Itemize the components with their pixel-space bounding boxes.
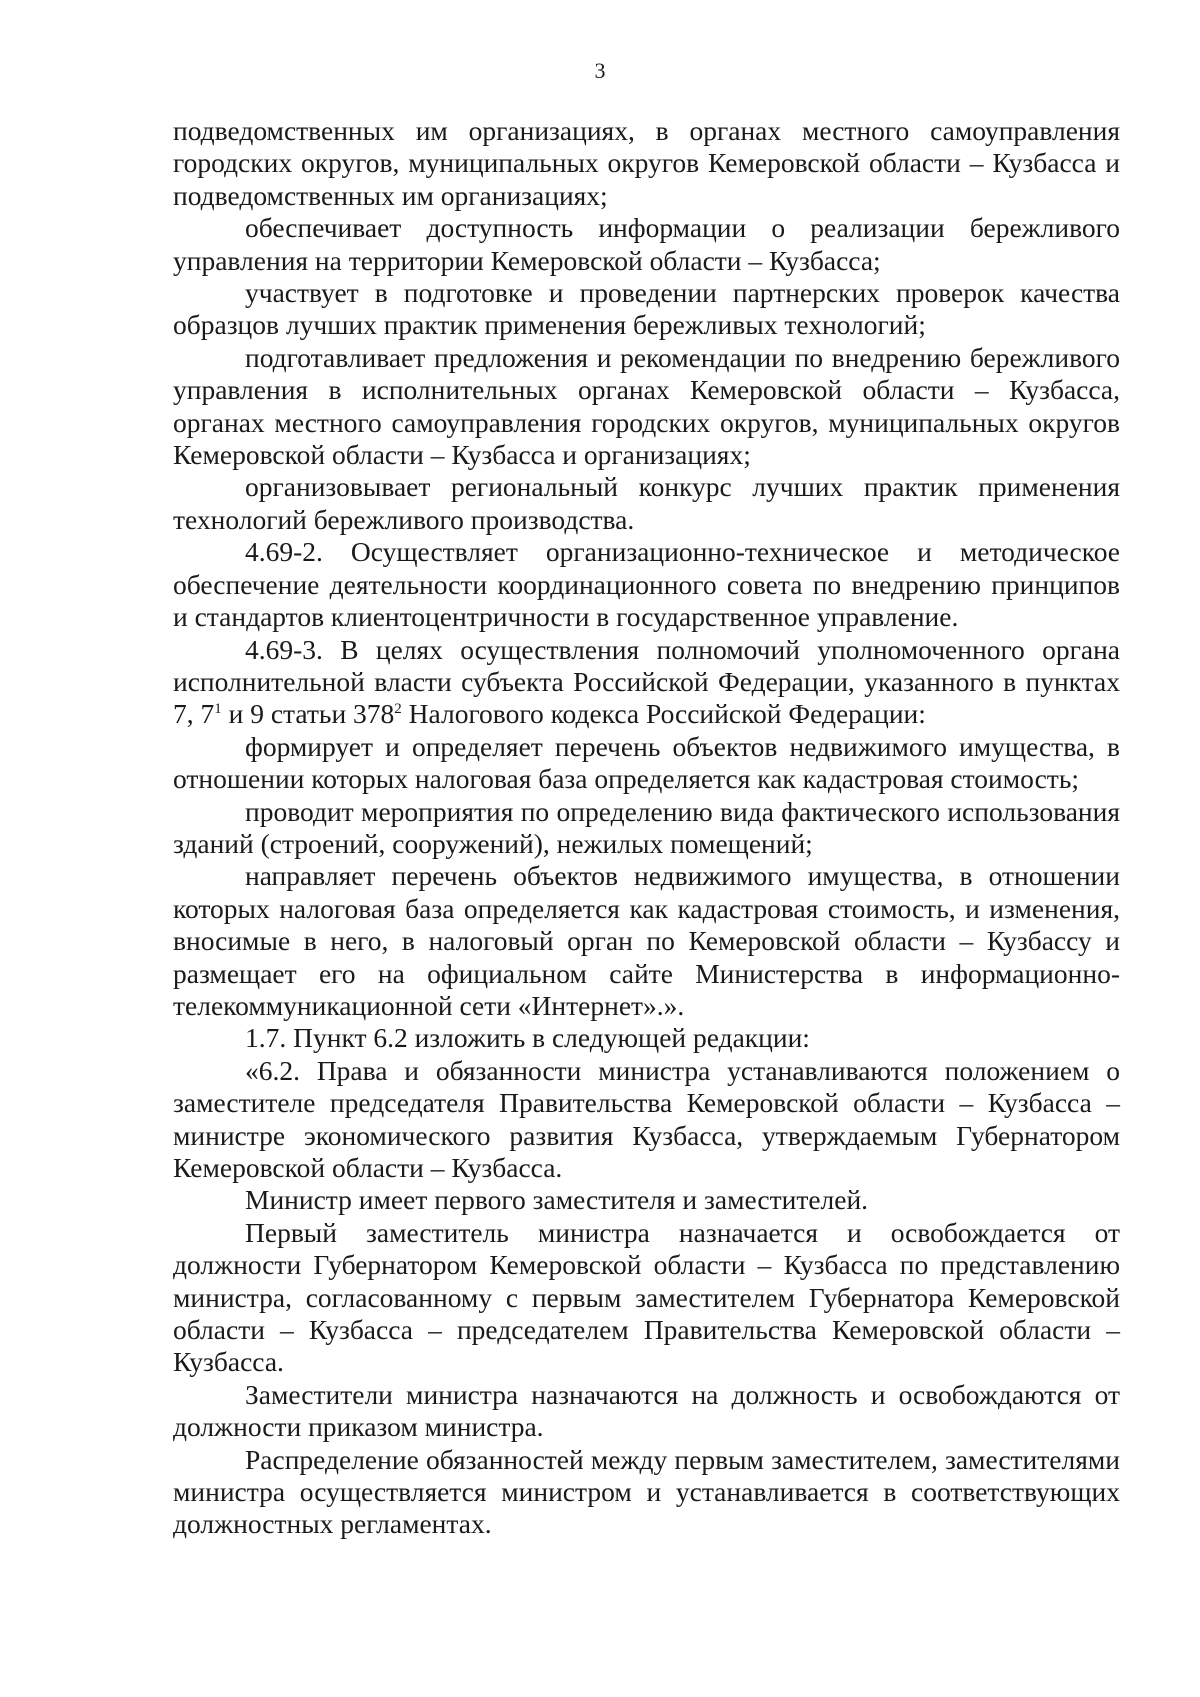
paragraph-7-part-2: и 9 статьи 378 [221,698,395,730]
paragraph-12: «6.2. Права и обязанности министра устанавливаются положением о заместителе председателя Правительства Кемеровской области – Кузбасса – министре экономического развития Кузбасса, утверждаемым Губернатором Кемеровской области – Кузбасса. [173,1054,1120,1183]
paragraph-1: подведомственных им организациях, в органах местного самоуправления городских округов, муниципальных округов Кемеровской области – Кузбасса и подведомственных им организациях; [173,115,1120,211]
document-body [173,115,1120,1541]
paragraph-14: Первый заместитель министра назначается и освобождается от должности Губернатором Кемеровской области – Кузбасса по представлению министра, согласованному с первым заместителем Губернатора Кемеровской области – Кузбасса – председателем Правительства Кемеровской области – Кузбасса. [173,1216,1120,1378]
paragraph-9: проводит мероприятия по определению вида фактического использования зданий (строений, сооружений), нежилых помещений; [173,795,1120,859]
paragraph-15: Заместители министра назначаются на должность и освобождаются от должности приказом министра. [173,1378,1120,1443]
superscript-2: 2 [394,701,402,718]
paragraph-10: направляет перечень объектов недвижимого имущества, в отношении которых налоговая база определяется как кадастровая стоимость, и изменения, вносимые в него, в налоговый орган по Кемеровской области – Кузбассу и размещает его на официальном сайте Министерства в информационно-телекоммуникационной сети «Интернет».». [173,860,1120,1021]
paragraph-7-part-1: 4.69-3. В целях осуществления полномочий уполномоченного органа исполнительной власти субъекта Российской Федерации, указанного в пунктах 7, 7 [173,633,1120,730]
paragraph-7-part-3: Налогового кодекса Российской Федерации: [401,698,926,730]
paragraph-7 [173,634,1120,731]
paragraph-8: формирует и определяет перечень объектов недвижимого имущества, в отношении которых налоговая база определяется как кадастровая стоимость; [173,730,1120,795]
paragraph-11: 1.7. Пункт 6.2 изложить в следующей редакции: [245,1022,810,1054]
paragraph-6: 4.69-2. Осуществляет организационно-техническое и методическое обеспечение деятельности координационного совета по внедрению принципов и стандартов клиентоцентричности в государственное управление. [173,536,1120,633]
paragraph-2: обеспечивает доступность информации о реализации бережливого управления на территории Кемеровской области – Кузбасса; [173,212,1120,276]
paragraph-4: подготавливает предложения и рекомендации по внедрению бережливого управления в исполнительных органах Кемеровской области – Кузбасса, органах местного самоуправления городских округов, муниципальных округов Кемеровской области – Кузбасса и организациях; [173,341,1120,471]
paragraph-16: Распределение обязанностей между первым заместителем, заместителями министра осуществляется министром и устанавливается в соответствующих должностных регламентах. [173,1443,1120,1540]
paragraph-13: Министр имеет первого заместителя и заместителей. [245,1184,869,1216]
paragraph-3: участвует в подготовке и проведении партнерских проверок качества образцов лучших практик применения бережливых технологий; [173,277,1120,341]
superscript-1: 1 [214,701,222,718]
page-number: 3 [594,58,606,83]
paragraph-5: организовывает региональный конкурс лучших практик применения технологий бережливого производства. [173,471,1120,535]
